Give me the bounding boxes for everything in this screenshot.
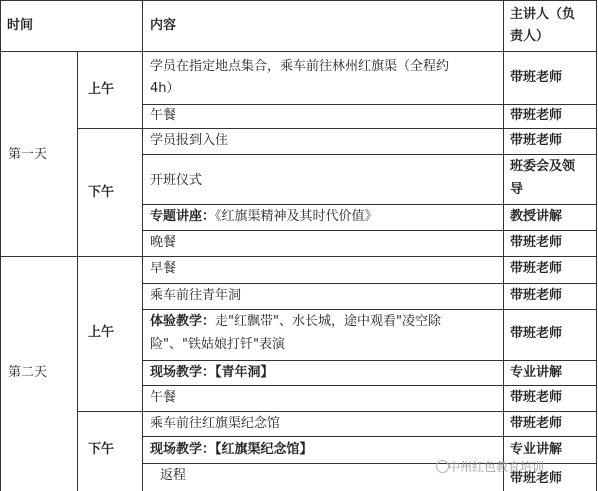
row-divider: [142, 230, 597, 231]
day1-row4-speaker-line1: 班委会及领: [510, 159, 576, 174]
column-divider-speaker: [503, 0, 504, 491]
day1-row1-content-line2: 4h）: [150, 81, 180, 96]
day2-row7-content: 现场教学：【红旗渠纪念馆】: [150, 442, 313, 457]
day2-row3-content-line1: [150, 313, 441, 331]
day1-row6-speaker: 带班老师: [510, 235, 563, 250]
row-divider: [142, 436, 597, 437]
table-border-top: [0, 0, 597, 1]
day1-row3-speaker: 带班老师: [510, 133, 563, 148]
day2-afternoon-label: 下午: [88, 442, 115, 457]
row-divider: [77, 411, 597, 412]
day1-row1-content-line1: 学员在指定地点集合，乘车前往林州红旗渠（全程约: [150, 59, 450, 74]
day1-afternoon-label: 下午: [88, 185, 115, 200]
day1-row2-speaker: 带班老师: [510, 108, 563, 123]
header-speaker-line1: 主讲人（负: [510, 7, 576, 22]
row-divider: [142, 154, 597, 155]
day2-row1-speaker: 带班老师: [510, 261, 563, 276]
row-divider: [142, 385, 597, 386]
column-divider-period: [77, 51, 78, 491]
day2-row7-speaker: 专业讲解: [510, 442, 563, 457]
header-speaker-line2: 责人）: [510, 29, 550, 44]
day2-row6-content: 乘车前往红旗渠纪念馆: [150, 416, 281, 431]
row-divider: [142, 309, 597, 310]
day2-row8-content: 返程: [160, 468, 187, 483]
day1-row4-content: 开班仪式: [150, 173, 203, 188]
day2-row4-content: 现场教学：【青年洞】: [150, 365, 274, 380]
table-border-left: [0, 0, 1, 491]
day1-row3-content: 学员报到入住: [150, 133, 229, 148]
day1-row5-speaker: 教授讲解: [510, 209, 563, 224]
lecture-title: 《红旗渠精神及其时代价值》: [215, 209, 378, 224]
header-time: 时间: [7, 18, 34, 33]
day2-row5-content: 午餐: [150, 390, 177, 405]
row-divider: [77, 128, 597, 129]
day2-row6-speaker: 带班老师: [510, 416, 563, 431]
table-border-right: [596, 0, 597, 491]
day2-row2-content: 乘车前往青年洞: [150, 288, 242, 303]
day2-row4-speaker: 专业讲解: [510, 365, 563, 380]
lecture-prefix: 专题讲座：: [150, 209, 216, 224]
day1-row4-speaker-line2: 导: [510, 182, 524, 197]
header-content: 内容: [150, 18, 177, 33]
experience-text: 走"红飘带"、水长城，途中观看"凌空除: [215, 314, 441, 329]
day2-row8-speaker: 带班老师: [510, 471, 563, 486]
day2-row2-speaker: 带班老师: [510, 288, 563, 303]
row-divider: [142, 104, 597, 105]
row-divider: [142, 204, 597, 205]
day2-row5-speaker: 带班老师: [510, 390, 563, 405]
day2-morning-label: 上午: [88, 325, 115, 340]
row-divider: [0, 256, 597, 257]
row-divider: [142, 360, 597, 361]
day1-row1-speaker: 带班老师: [510, 70, 563, 85]
day2-row1-content: 早餐: [150, 261, 177, 276]
watermark-text: 中州红色教育培训: [448, 460, 545, 474]
day1-row6-content: 晚餐: [150, 235, 177, 250]
day1-row2-content: 午餐: [150, 108, 177, 123]
column-divider-content: [142, 0, 143, 491]
day2-row3-speaker: 带班老师: [510, 326, 563, 341]
experience-prefix: 体验教学：: [150, 314, 216, 329]
day2-label: 第二天: [8, 365, 48, 380]
day1-morning-label: 上午: [88, 82, 115, 97]
day1-row5-content: [150, 208, 378, 226]
row-divider: [142, 283, 597, 284]
row-divider: [0, 51, 597, 52]
day2-row3-content-line2: 险"、"铁姑娘打钎"表演: [150, 337, 285, 352]
day1-label: 第一天: [8, 147, 48, 162]
